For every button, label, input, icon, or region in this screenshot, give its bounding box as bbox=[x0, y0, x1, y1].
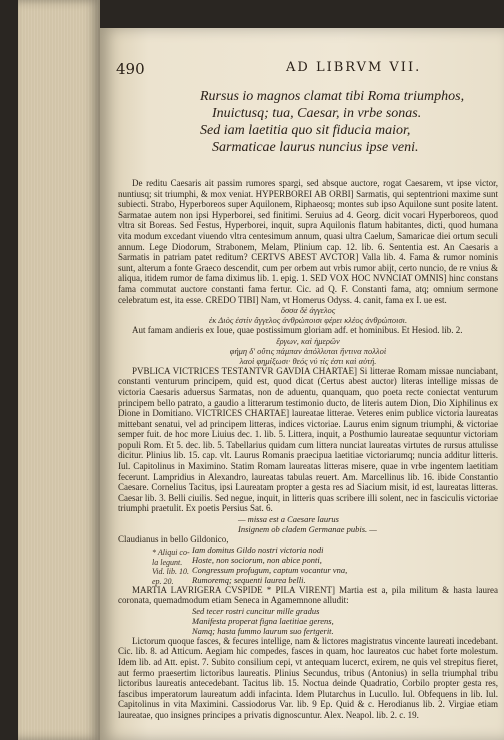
commentary-paragraph: Claudianus in bello Gildonico, bbox=[118, 534, 229, 545]
latin-quote: — missa est a Caesare laurus bbox=[238, 514, 339, 525]
greek-quote: ἔργων, καὶ ἡμερῶν bbox=[276, 335, 340, 346]
margin-note-line: Vid. lib. 10. bbox=[152, 567, 189, 576]
verse-line: Rursus io magnos clamat tibi Roma triumphos, bbox=[200, 89, 465, 104]
latin-quote: Hoste, non sociorum, non abice ponti, bbox=[192, 554, 322, 565]
running-header bbox=[116, 60, 496, 84]
greek-quote: φήμη δ' οὔτις πάμπαν ἀπόλλυται ἥντινα πολλοὶ bbox=[229, 345, 387, 356]
commentary-paragraph: Lictorum quoque fasces, & fecures intellige, nam & lictores magistratus vincente laureati incedebant. Cic. lib. 8. ad Atticum. Aegiam hic compedes, fasces in quam, hoc laureatos cuc habet forte molestum. Idem lib. ad Att. epist. 7. Subito consilium cepi, vt antequam lucerct, exirem, ne quis vel strepitus fieret, aut fermo praesertim lictoribus laureatis. Plinius Secundus, tribus (Antonius) in sella triumphal tribu lictoribus laureatis antecedebant. Tacitus lib. 15. Noctua deinde Quadratio, Corbilo propter gesta res, fascibus imperatorum laureatum addi infacinta. Idem Plutarchus in Lucullo. Iul. Obfequens in lib. Iul. Capitolinus in vita Maximini. Cassiodorus Var. lib. 9 Ep. Quid & c. Herodianus lib. 2. Virgiae etiam laureatae, quo insignes principes a privatis dignoscuntur. Alex. Neapol. lib. 2. c. 19. bbox=[118, 635, 498, 720]
commentary-body bbox=[118, 178, 498, 721]
latin-quote: Manifesta properat figna laetitiae gerens, bbox=[192, 615, 334, 626]
greek-quote: ὄσσα δὲ ἀγγελος bbox=[280, 305, 336, 316]
page-number: 490 bbox=[116, 60, 145, 78]
margin-note-line: ep. 20. bbox=[152, 576, 174, 586]
commentary-paragraph: Aut famam andieris ex Ioue, quae postissimum gloriam adf. et hominibus. Et Hesiod. lib. 2. bbox=[132, 325, 463, 336]
latin-quote: Sed tecer rostri cuncitur mille gradus bbox=[192, 605, 320, 616]
commentary-paragraph: MARTIA LAVRIGERA CVSPIDE * PILA VIRENT] Martia est a, pila militum & hasta laurea coronata, quemadmodum etiam Seneca in Agamemnone alludit: bbox=[118, 584, 498, 606]
book-page bbox=[100, 28, 504, 740]
margin-note-line: la legunt. bbox=[152, 557, 183, 567]
latin-quote: Insignem ob cladem Germanae pubis. — bbox=[238, 524, 377, 535]
verse-line: Sarmaticae laurus nuncius ipse veni. bbox=[212, 140, 419, 155]
running-title: AD LIBRVM VII. bbox=[286, 60, 422, 75]
verse-line: Inuictusq; tua, Caesar, in vrbe sonas. bbox=[212, 106, 422, 121]
commentary-paragraph: PVBLICA VICTRICES TESTANTVR GAVDIA CHARTAE] Si litterae Romam missae nunciabant, constanti venturum principem, quid est, quod dicat (Certus abest auctor) literas intellige missas de victoria Caesaris aduersus Sarmatas, non de aduentu, quanquam, quo poeta recte coniectat venturum principem bello patrato, a gaudio a litterarum testimonio ducto, de literis autem Dion, Dio Xiphilinus ex Dione in Domitiano. VICTRICES CHARTAE] laureatae litterae. Veteres enim publice victoria laureatas mittebant senatui, vel ad principem litteras, indices victoriae. Laurus enim signum triumphi, & victoriae semper fuit. de hoc more Liuius dec. 1. lib. 5. Littera, inquit, a Posthumio laureatae sequuntur victoriam populi Rom. Et 5. dec. lib. 5. Tabellarius quidam cum littera nunciat laureatas virtutes de rursus attulisse dicitur. Plinius lib. 15. cap. vlt. Laurus Romanis praecipua laetitiae victoriarumq; nuncia additur litteris. Iul. Capitolinus in Maximino. Statim Romam laureatas litteras misere, quae in vrbe ingentem laetitiam fecerunt. Lampridius in Alexandro, laureatas tabulas reuert. Am. Marcellinus lib. 16. ibide Constantio Caesare. Cornelius Tacitus, ipsi Laureatam propter a gesta res ad Siacium misit, id est, laureatas litteras. Caesar lib. 3. Belli ciuilis. Sed negue, inquit, in litteris quas scribere illi solent, nec in fasciculis victoriae triumphi praetulit. Ex poetis Persius Sat. 6. bbox=[118, 365, 498, 514]
greek-quote: λαοὶ φημίξωσι· θεός νύ τίς ἐστι καὶ αὐτή. bbox=[239, 355, 377, 366]
greek-quote: ἐκ Διὸς ἐστίν ἄγγελος ἀνθρώποισι φέρει κλέος ἀνθρώποισι. bbox=[208, 315, 408, 326]
epigram-verse bbox=[200, 88, 500, 156]
latin-quote: Namq; hasta fummo laurum suo fertgerit. bbox=[192, 625, 334, 636]
latin-quote: Iam domitus Gildo nostri victoria nodi bbox=[192, 544, 324, 555]
verse-line: Sed iam laetitia quo sit fiducia maior, bbox=[200, 123, 411, 138]
page-edges bbox=[18, 0, 100, 740]
latin-quote: Rumoremq; sequenti laurea belli. bbox=[192, 574, 306, 585]
margin-note bbox=[152, 548, 228, 586]
margin-note-line: * Aliqui co- bbox=[152, 548, 190, 557]
commentary-paragraph: De reditu Caesaris ait passim rumores spargi, sed absque auctore, rogat Caesarem, vt ipse victor, nuntiusq; sit triumphi, & mox veniat. HYPERBOREI AB ORBI] Sarmatis, qui septentrioni maxime sunt subiecti. Strabo, Hyperboreos super Aquilonem, Riphaeosq; montes sub ipso Aquilone sunt posite latent. Sarmatae autem non ipsi Hyperborei, sed finitimi. Seruius ad 4. Georg. dicit vocari Hyperboreos, quod vltra sit Boreas. Sed Festus, Hyperborei, inquit, supra Aquilonis flatum habitantes, dicti, quod humana vita modum excedant viuendo vltra centesimum annum, quasi ultra Caelum, Samaricae diei ortum seculi annum. Lege Diodorum, Strabonem, Melam, Plinium cap. 12. lib. 6. Sententia est. An Caesaris a Sarmatis in patriam patet reditum? CERTVS ABEST AVCTOR] Valla lib. 4. Fama & rumor nominis sunt, alterum a fonte Graeco descendit, cum per orbem aut vrbis rumor abijt, certo nuncio, de re vnius & aliqua, itidem rumor de fama diximus lib. 1. epig. 1. SED VOX HOC NVNCIAT OMNIS] hinc constans fama commutat auctore constanti fama fertur. Cic. ad Q. F. Constanti fama, atq; omnium sermone celebratum est, ita esse. CREDO TIBI] Nam, vt Homerus Odyss. 4. canit, fama ex I. ue est. bbox=[118, 178, 498, 305]
latin-quote: Congressum profugum, captum vocantur vna, bbox=[192, 564, 348, 575]
